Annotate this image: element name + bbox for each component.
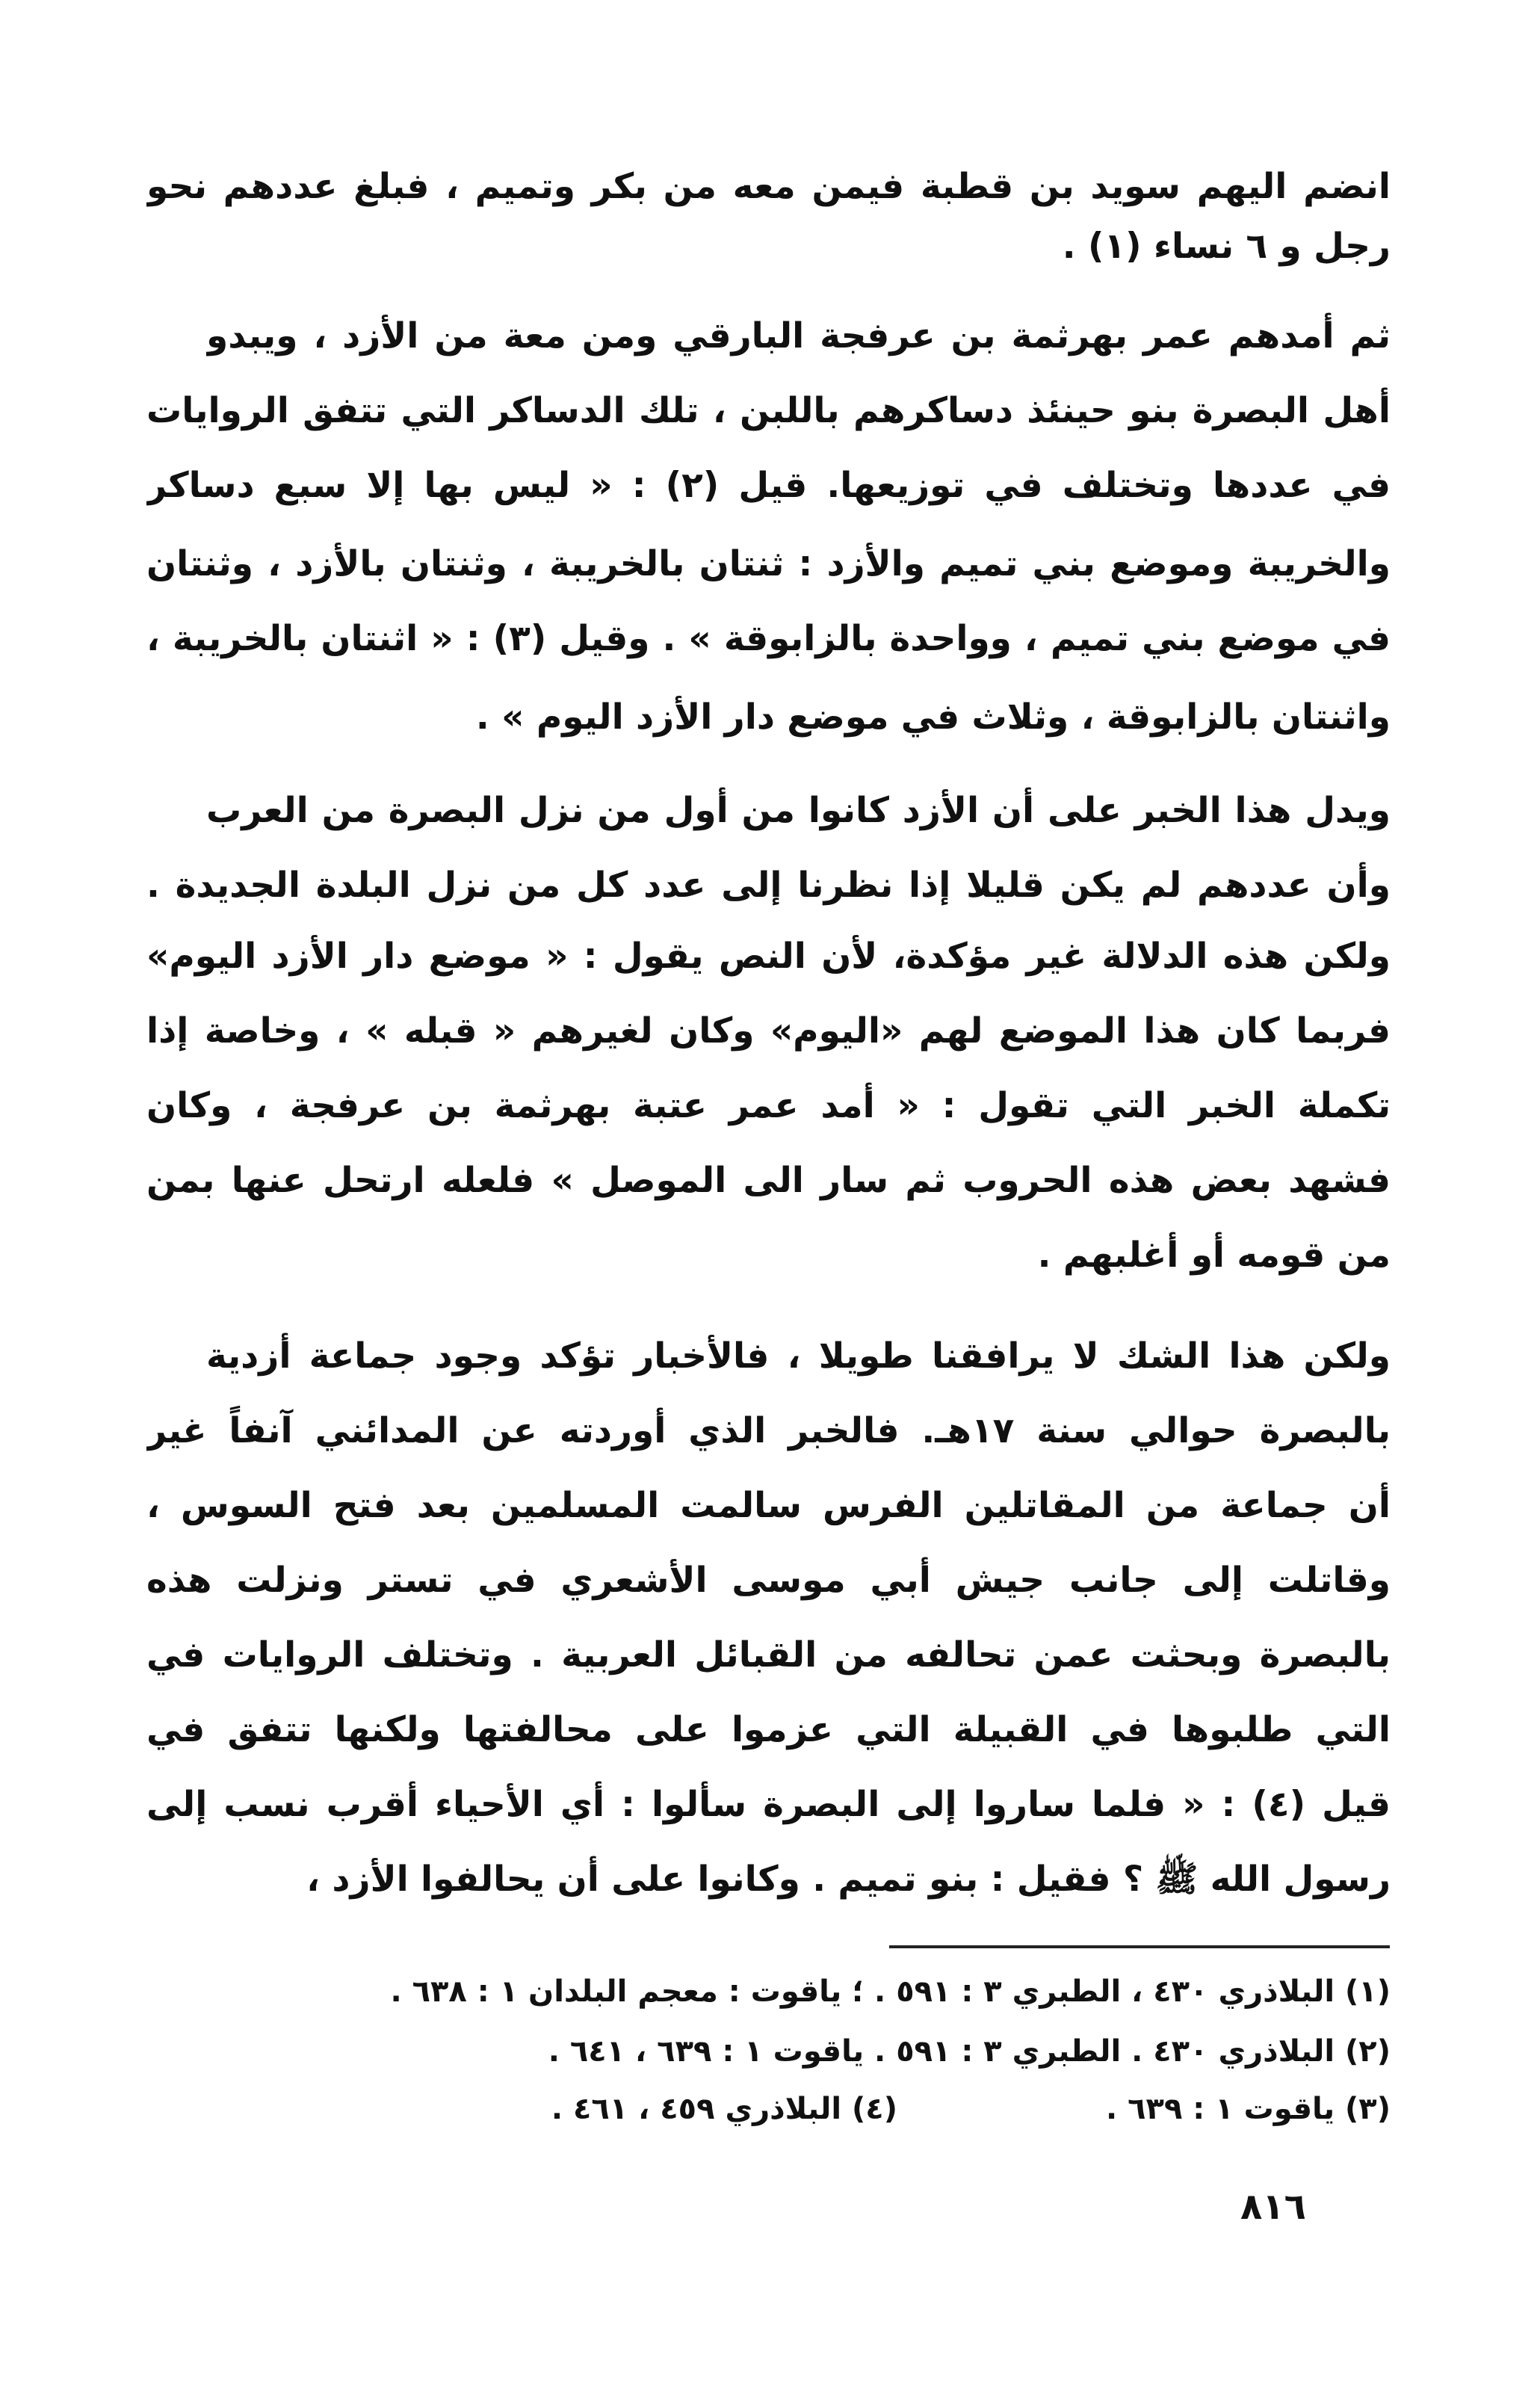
footnote-divider	[889, 1945, 1390, 1948]
text-line: انضم اليهم سويد بن قطبة فيمن معه من بكر وتميم ، فبلغ عددهم نحو	[146, 166, 1391, 207]
text-line: رسول الله ﷺ ؟ فقيل : بنو تميم . وكانوا على أن يحالفوا الأزد ،	[306, 1859, 1391, 1900]
text-line: التي طلبوها في القبيلة التي عزموا على محالفتها ولكنها تتفق في	[146, 1709, 1391, 1750]
text-line: ولكن هذا الشك لا يرافقنا طويلا ، فالأخبار تؤكد وجود جماعة أزدية	[206, 1335, 1391, 1377]
text-line: ثم أمدهم عمر بهرثمة بن عرفجة البارقي ومن معة من الأزد ، ويبدو	[206, 315, 1391, 356]
text-line: تكملة الخبر التي تقول : « أمد عمر عتبة بهرثمة بن عرفجة ، وكان	[146, 1085, 1391, 1126]
text-line: بالبصرة حوالي سنة ١٧هـ. فالخبر الذي أوردته عن المدائني آنفاً غير	[146, 1410, 1391, 1451]
footnote-4: (٤) البلاذري ٤٥٩ ، ٤٦١ .	[551, 2092, 897, 2126]
text-line: في عددها وتختلف في توزيعها. قيل (٢) : « ليس بها إلا سبع دساكر	[146, 465, 1391, 506]
text-line: رجل و ٦ نساء (١) .	[1062, 226, 1391, 267]
text-line: في موضع بني تميم ، وواحدة بالزابوقة » . وقيل (٣) : « اثنتان بالخريبة ،	[146, 618, 1391, 659]
text-line: فشهد بعض هذه الحروب ثم سار الى الموصل » فلعله ارتحل عنها بمن	[146, 1160, 1391, 1201]
text-line: ولكن هذه الدلالة غير مؤكدة، لأن النص يقول : « موضع دار الأزد اليوم»	[146, 936, 1391, 977]
footnote-3: (٣) ياقوت ١ : ٦٣٩ .	[1106, 2092, 1391, 2126]
text-line: ويدل هذا الخبر على أن الأزد كانوا من أول من نزل البصرة من العرب	[206, 790, 1391, 831]
text-line: أهل البصرة بنو حينئذ دساكرهم باللبن ، تلك الدساكر التي تتفق الروايات	[146, 390, 1391, 431]
page-number: ٨١٦	[1240, 2186, 1306, 2228]
footnote-2: (٢) البلاذري ٤٣٠ . الطبري ٣ : ٥٩١ . ياقوت ١ : ٦٣٩ ، ٦٤١ .	[548, 2034, 1391, 2069]
text-line: وأن عددهم لم يكن قليلا إذا نظرنا إلى عدد كل من نزل البلدة الجديدة .	[146, 865, 1391, 906]
text-line: بالبصرة وبحثت عمن تحالفه من القبائل العربية . وتختلف الروايات في	[146, 1634, 1391, 1676]
text-line: وقاتلت إلى جانب جيش أبي موسى الأشعري في تستر ونزلت هذه	[146, 1560, 1391, 1601]
footnote-1: (١) البلاذري ٤٣٠ ، الطبري ٣ : ٥٩١ . ؛ ياقوت : معجم البلدان ١ : ٦٣٨ .	[390, 1974, 1391, 2009]
text-line: فربما كان هذا الموضع لهم «اليوم» وكان لغيرهم « قبله » ، وخاصة إذا	[146, 1010, 1391, 1052]
text-line: والخريبة وموضع بني تميم والأزد : ثنتان بالخريبة ، وثنتان بالأزد ، وثنتان	[146, 543, 1391, 584]
text-line: واثنتان بالزابوقة ، وثلاث في موضع دار الأزد اليوم » .	[475, 697, 1391, 738]
text-line: من قومه أو أغلبهم .	[1037, 1235, 1391, 1276]
text-line: قيل (٤) : « فلما ساروا إلى البصرة سألوا : أي الأحياء أقرب نسب إلى	[146, 1784, 1391, 1825]
text-line: أن جماعة من المقاتلين الفرس سالمت المسلمين بعد فتح السوس ،	[146, 1485, 1391, 1526]
